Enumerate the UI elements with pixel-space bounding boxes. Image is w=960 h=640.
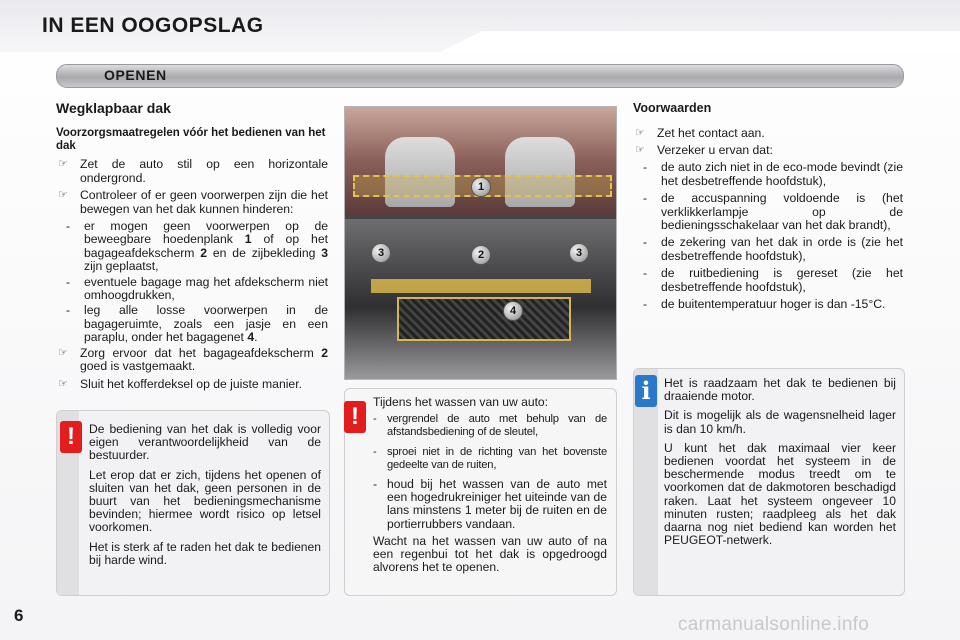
warning-text: Wacht na het wassen van uw auto of na een regenbui tot het dak is opgedroogd alvorens het te openen. [373, 533, 607, 575]
info-text: Dit is mogelijk als de wagensnelheid lager is dan 10 km/h. [664, 408, 896, 436]
luggage-net [397, 297, 571, 341]
right-heading: Voorwaarden [633, 101, 712, 115]
info-box [633, 368, 905, 596]
callout-badge: 2 [471, 245, 491, 265]
warning-text: Let erop dat er zich, tijdens het openen of sluiten van het dak, geen personen in de buurt van het bedieningsmechanisme bevinden; hiermee wordt risico op letsel voorkomen. [89, 467, 321, 535]
warning-text: De bediening van het dak is volledig voor eigen verantwoordelijkheid van de bestuurder. [89, 422, 321, 463]
list-item: ☞ Verzeker u ervan dat: [635, 142, 773, 157]
left-heading: Wegklapbaar dak [56, 100, 171, 116]
trunk-photo [344, 106, 617, 380]
callout-badge: 3 [371, 243, 391, 263]
pointing-hand-icon: ☞ [58, 158, 68, 171]
pointing-hand-icon: ☞ [58, 189, 68, 202]
callout-badge: 4 [503, 301, 523, 321]
list-item: ☞ Zet het contact aan. [635, 125, 765, 140]
list-subitem: - er mogen geen voorwerpen op de beweegbare hoedenplank 1 of op het bagageafdekscherm 2 en de zijbekleding 3 zijn geplaatst, [66, 219, 328, 274]
list-subitem: - eventuele bagage mag het afdekscherm niet omhoogdrukken, [66, 274, 328, 303]
callout-badge: 1 [471, 177, 491, 197]
list-subitem: - de buitentemperatuur hoger is dan -15°C. [643, 296, 886, 311]
list-item: ☞ Zet de auto stil op een horizontale ondergrond. [58, 157, 328, 185]
list-subitem: - sproei niet in de richting van het bovenste gedeelte van de ruiten, [373, 445, 607, 471]
watermark: carmanualsonline.info [678, 614, 870, 635]
list-subitem: - de auto zich niet in de eco-mode bevindt (zie het desbetreffende hoofdstuk), [643, 160, 903, 188]
pointing-hand-icon: ☞ [635, 126, 645, 139]
list-subitem: - houd bij het wassen van de auto met een hogedrukreiniger het uiteinde van de lans minstens 1 meter bij de ruiten en de portierrubbers vandaan. [373, 477, 607, 531]
right-column [633, 102, 903, 315]
list-subitem: - vergrendel de auto met behulp van de afstandsbediening of de sleutel, [373, 413, 607, 439]
warning-icon: ! [60, 421, 82, 453]
info-text: Het is raadzaam het dak te bedienen bij draaiende motor. [664, 376, 896, 404]
pointing-hand-icon: ☞ [58, 346, 68, 359]
luggage-cover-outline [371, 279, 591, 293]
section-title: OPENEN [104, 67, 167, 83]
list-item: ☞ Zorg ervoor dat het bagageafdekscherm 2 goed is vastgemaakt. [58, 345, 328, 374]
left-column [56, 102, 328, 395]
warning-box-left [56, 410, 330, 596]
list-subitem: - de ruitbediening is gereset (zie het desbetreffende hoofdstuk), [643, 266, 903, 294]
pointing-hand-icon: ☞ [58, 377, 68, 390]
list-subitem: - de accuspanning voldoende is (het verklikkerlampje op de bedieningsschakelaar van het dak brandt), [643, 191, 903, 232]
list-item: ☞ Sluit het kofferdeksel op de juiste manier. [58, 376, 302, 391]
section-bar [56, 64, 904, 88]
left-subheading: Voorzorgsmaatregelen vóór het bedienen van het dak [56, 127, 326, 152]
pointing-hand-icon: ☞ [635, 143, 645, 156]
page-number: 6 [14, 606, 24, 625]
info-text: U kunt het dak maximaal vier keer bedienen voordat het systeem in de beschermende modus treedt om te voorkomen dat de dakmotoren beschadigd raken. Laat het systeem ongeveer 10 minuten rusten; raadpleeg als het dak daarna nog niet bediend kan worden het PEUGEOT-netwerk. [664, 440, 896, 548]
list-subitem: - leg alle losse voorwerpen in de bagageruimte, zoals een jasje en een paraplu, onder het bagagenet 4. [66, 303, 328, 345]
info-icon: i [635, 375, 657, 407]
page-title: IN EEN OOGOPSLAG [42, 14, 264, 37]
warning-box-middle [344, 388, 617, 596]
warning-text: Het is sterk af te raden het dak te bedienen bij harde wind. [89, 539, 321, 567]
callout-badge: 3 [569, 243, 589, 263]
list-item: ☞ Controleer of er geen voorwerpen zijn die het bewegen van het dak kunnen hinderen: [58, 188, 328, 216]
warning-icon: ! [344, 401, 366, 433]
list-subitem: - de zekering van het dak in orde is (zie het desbetreffende hoofdstuk), [643, 235, 903, 263]
warning-text: Tijdens het wassen van uw auto: [373, 395, 549, 409]
